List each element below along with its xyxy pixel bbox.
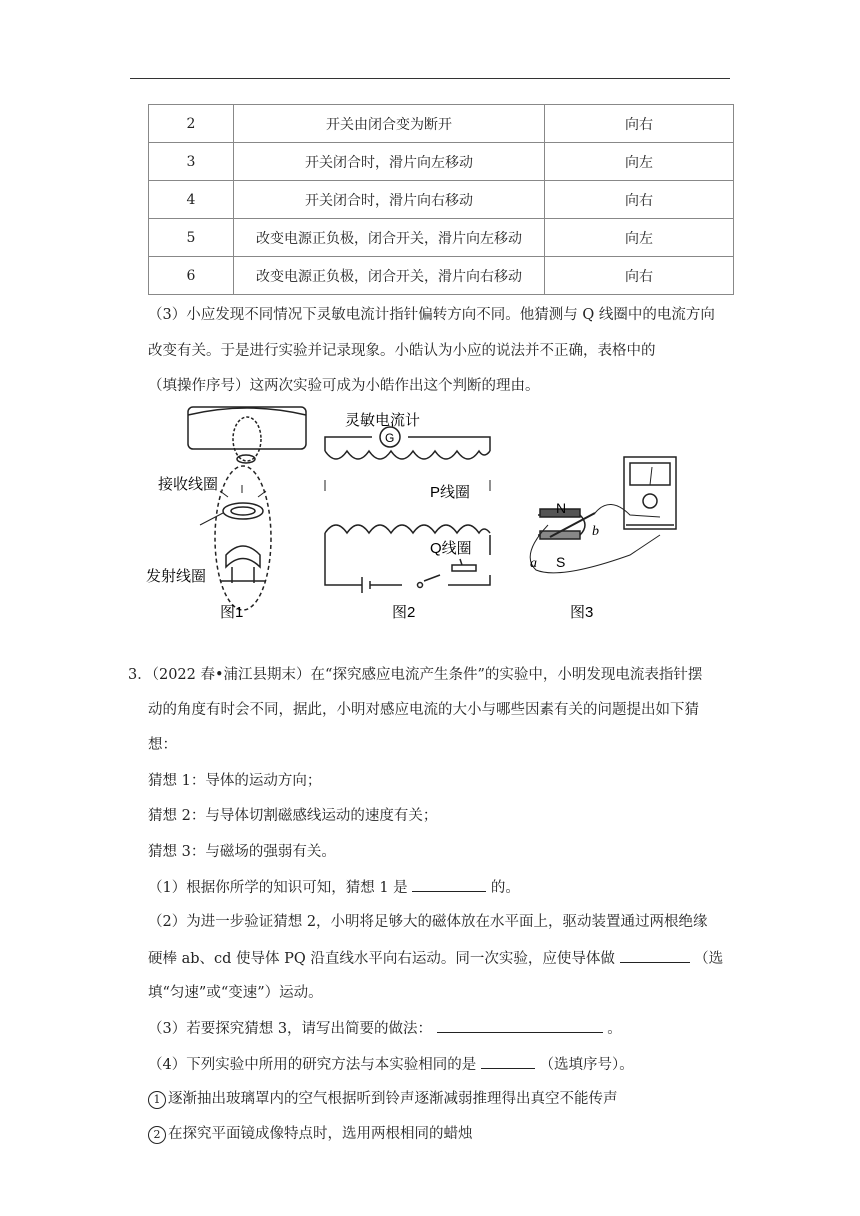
table-cell-action: 改变电源正负极，闭合开关，滑片向右移动: [234, 257, 545, 295]
table-cell-action: 开关闭合时，滑片向左移动: [234, 143, 545, 181]
table-row: [149, 105, 734, 143]
fig1-caption: 图1: [220, 604, 244, 621]
q3-part3-text: （3）若要探究猜想 3，请写出简要的做法：: [148, 1021, 433, 1037]
table-cell-direction: 向左: [545, 219, 734, 257]
guess-3: 猜想 3：与磁场的强弱有关。: [148, 844, 336, 860]
table-cell-no: 5: [149, 219, 234, 257]
q3-part4-text: （4）下列实验中所用的研究方法与本实验相同的是: [148, 1057, 477, 1073]
q3-part1-text: （1）根据你所学的知识可知，猜想 1 是: [148, 880, 408, 896]
table-row: [149, 219, 734, 257]
experiment-table: [148, 104, 734, 295]
answer-blank-1[interactable]: [412, 877, 486, 892]
q3-part2-suffix: （选: [694, 951, 724, 967]
galvanometer-coil: [643, 494, 657, 508]
figure-2: [325, 427, 490, 593]
fig3-label-b: b: [592, 524, 599, 539]
table-cell-direction: 向左: [545, 143, 734, 181]
q3-part4-suffix: （选填序号）。: [539, 1057, 634, 1073]
table-cell-action: 开关闭合时，滑片向右移动: [234, 181, 545, 219]
guess-1: 猜想 1：导体的运动方向；: [148, 773, 322, 789]
table-cell-no: 4: [149, 181, 234, 219]
q3-part1-suffix: 的。: [490, 880, 520, 896]
switch-contact: [418, 583, 423, 588]
table-cell-direction: 向右: [545, 105, 734, 143]
signal-marks: [220, 485, 266, 497]
option-1-text: 逐渐抽出玻璃罩内的空气根据听到铃声逐渐减弱推理得出真空不能传声: [168, 1091, 618, 1107]
q3-stem-line3: 想：: [148, 737, 177, 753]
receiver-coil-inner: [231, 507, 255, 515]
zoom-ellipse: [215, 466, 271, 610]
answer-blank-2[interactable]: [620, 948, 690, 963]
table-cell-no: 6: [149, 257, 234, 295]
option-2: [148, 1124, 473, 1144]
table-cell-action: 改变电源正负极，闭合开关，滑片向左移动: [234, 219, 545, 257]
q3-stem-line2: 动的角度有时会不同，据此，小明对感应电流的大小与哪些因素有关的问题提出如下猜: [148, 702, 699, 718]
table-cell-action: 开关由闭合变为断开: [234, 105, 545, 143]
fig2-label-q: Q线圈: [430, 540, 472, 557]
experiment-figure: [140, 405, 740, 625]
header-rule: [130, 78, 730, 79]
galvanometer-needle: [650, 467, 652, 485]
fig2-label-meter: 灵敏电流计: [345, 412, 421, 429]
transmitter-base: [220, 567, 266, 583]
galvanometer-box: [624, 457, 676, 529]
table-row: [149, 143, 734, 181]
meter-circuit-wire: [325, 437, 490, 451]
option-2-marker: 2: [148, 1126, 166, 1144]
q3-part3: [148, 1018, 622, 1039]
fig3-label-a: a: [530, 556, 537, 571]
phone-top-edge: [188, 408, 306, 415]
phone-device: [188, 407, 306, 449]
fig2-galvanometer-g: G: [385, 431, 395, 445]
fig2-label-p: P线圈: [430, 484, 471, 501]
fig3-label-n: N: [556, 500, 567, 516]
table-row: [149, 181, 734, 219]
q2-part3-line1: （3）小应发现不同情况下灵敏电流计指针偏转方向不同。他猜测与 Q 线圈中的电流方向: [148, 307, 715, 323]
table-cell-no: 3: [149, 143, 234, 181]
table-cell-direction: 向右: [545, 181, 734, 219]
q3-part3-suffix: 。: [607, 1021, 622, 1037]
answer-blank-3[interactable]: [437, 1018, 603, 1033]
figure-3: [530, 457, 676, 573]
q3-part1: [148, 877, 520, 898]
table-cell-no: 2: [149, 105, 234, 143]
fig3-caption: 图3: [570, 604, 594, 621]
option-1-marker: 1: [148, 1091, 166, 1109]
fig1-label-receiver: 接收线圈: [158, 476, 219, 493]
answer-blank-4[interactable]: [481, 1054, 535, 1069]
q3-part2-line1: （2）为进一步验证猜想 2，小明将足够大的磁体放在水平面上，驱动装置通过两根绝缘: [148, 914, 708, 930]
q3-part2-text: 硬棒 ab、cd 使导体 PQ 沿直线水平向右运动。同一次实验，应使导体做: [148, 951, 615, 967]
guess-2: 猜想 2：与导体切割磁感线运动的速度有关；: [148, 808, 438, 824]
q3-stem-line1: 3．（2022 春•浦江县期末）在“探究感应电流产生条件”的实验中，小明发现电流表指针摆: [128, 667, 703, 683]
q3-part2-line2: [148, 948, 723, 969]
q2-part3-line2: 改变有关。于是进行实验并记录现象。小皓认为小应的说法并不正确，表格中的: [148, 343, 656, 359]
q3-part2-line3: 填“匀速”或“变速”）运动。: [148, 985, 323, 1001]
option-1: [148, 1089, 618, 1109]
q2-part3-line3: （填操作序号）这两次实验可成为小皓作出这个判断的理由。: [148, 378, 540, 394]
table-row: [149, 257, 734, 295]
option-2-text: 在探究平面镜成像特点时，选用两根相同的蜡烛: [168, 1126, 473, 1142]
fig2-caption: 图2: [392, 604, 416, 621]
p-coil: [325, 451, 490, 459]
q-coil: [325, 525, 490, 533]
table-cell-direction: 向右: [545, 257, 734, 295]
q3-part4: [148, 1054, 634, 1075]
fig1-label-transmitter: 发射线圈: [146, 568, 207, 585]
fig3-label-s: S: [556, 554, 566, 570]
pointer-line: [200, 513, 223, 525]
receiver-coil: [223, 503, 263, 519]
transmitter-coil: [226, 546, 260, 567]
